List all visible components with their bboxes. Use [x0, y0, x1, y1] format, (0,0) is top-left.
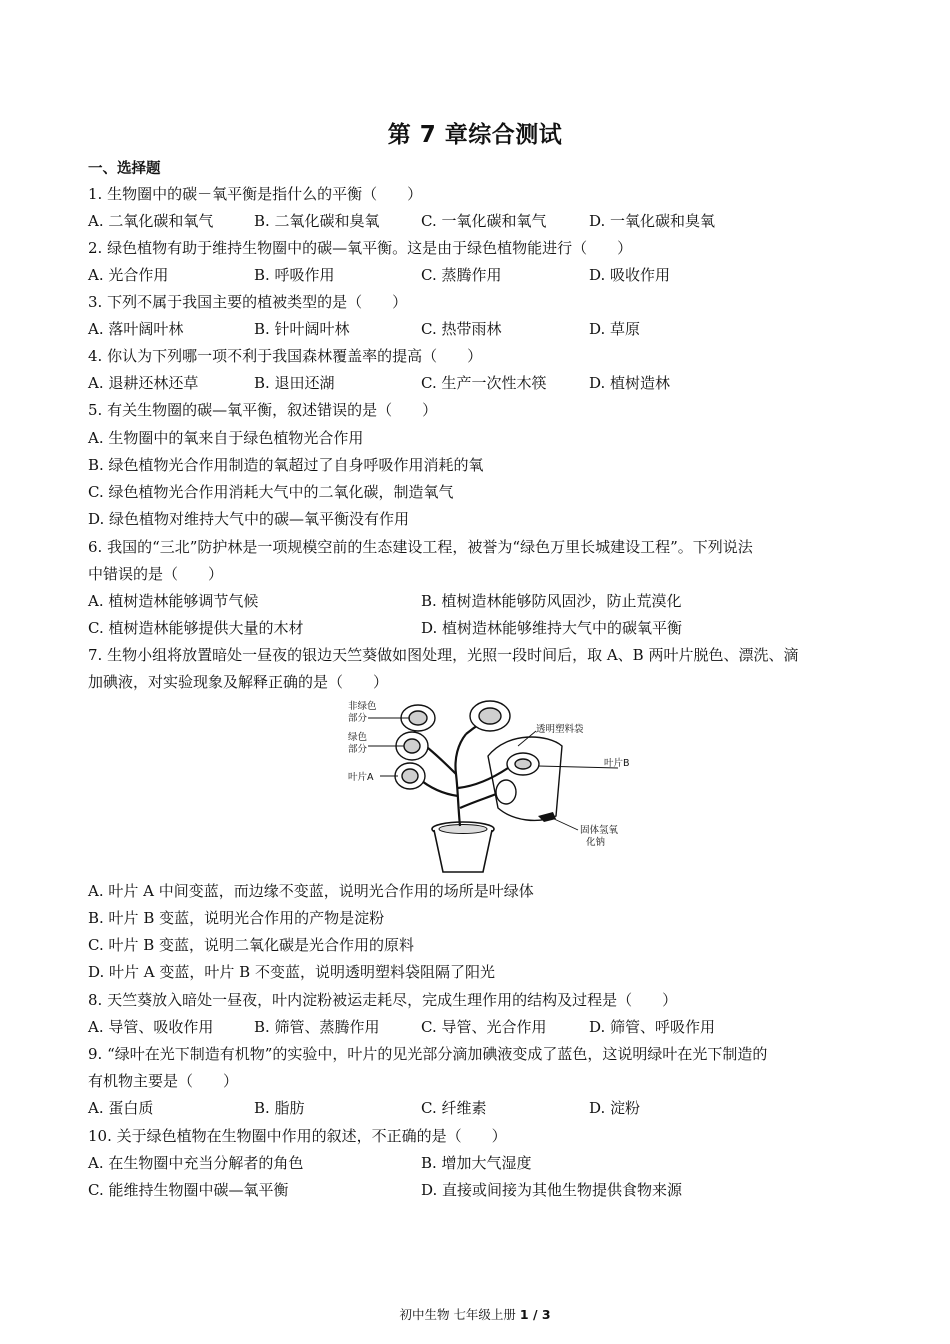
question-10-option-c: C. 能维持生物圈中碳—氧平衡	[88, 1181, 289, 1199]
question-3-option-a: A. 落叶阔叶林	[88, 320, 184, 338]
question-7-stem-line-2: 加碘液，对实验现象及解释正确的是（ ）	[88, 673, 389, 691]
geranium-experiment-figure	[348, 696, 644, 876]
question-8-option-c: C. 导管、光合作用	[421, 1018, 547, 1036]
question-3-option-d: D. 草原	[589, 320, 641, 338]
label-non-green-2: 部分	[348, 713, 368, 724]
question-2-option-c: C. 蒸腾作用	[421, 266, 502, 284]
question-1-stem: 1. 生物圈中的碳－氧平衡是指什么的平衡（ ）	[88, 185, 423, 203]
label-naoh-1: 固体氢氧	[580, 825, 619, 836]
page-footer	[0, 1305, 950, 1323]
question-1-option-b: B. 二氧化碳和臭氧	[254, 212, 380, 230]
label-green-1: 绿色	[348, 732, 368, 743]
question-5-option-b: B. 绿色植物光合作用制造的氧超过了自身呼吸作用消耗的氧	[88, 456, 484, 474]
footer-text: 初中生物 七年级上册	[399, 1307, 520, 1322]
question-10-stem: 10. 关于绿色植物在生物圈中作用的叙述，不正确的是（ ）	[88, 1127, 507, 1145]
question-8-option-a: A. 导管、吸收作用	[88, 1018, 214, 1036]
question-7-option-c: C. 叶片 B 变蓝，说明二氧化碳是光合作用的原料	[88, 936, 415, 954]
page-number: 1 / 3	[519, 1307, 551, 1322]
question-4-stem: 4. 你认为下列哪一项不利于我国森林覆盖率的提高（ ）	[88, 347, 483, 365]
question-4-option-b: B. 退田还湖	[254, 374, 335, 392]
question-9-option-d: D. 淀粉	[589, 1099, 641, 1117]
question-9-stem-line-1: 9. “绿叶在光下制造有机物”的实验中，叶片的见光部分滴加碘液变成了蓝色，这说明绿叶在光下制造的	[88, 1045, 768, 1063]
transparent-plastic-bag	[488, 737, 562, 820]
question-5-option-c: C. 绿色植物光合作用消耗大气中的二氧化碳，制造氧气	[88, 483, 454, 501]
question-6-stem-line-1: 6. 我国的“三北”防护林是一项规模空前的生态建设工程，被誉为“绿色万里长城建设工程”。下列说法	[88, 538, 753, 556]
question-7-option-a: A. 叶片 A 中间变蓝，而边缘不变蓝，说明光合作用的场所是叶绿体	[88, 882, 534, 900]
question-4-option-c: C. 生产一次性木筷	[421, 374, 547, 392]
question-7-option-b: B. 叶片 B 变蓝，说明光合作用的产物是淀粉	[88, 909, 385, 927]
question-6-option-b: B. 植树造林能够防风固沙，防止荒漠化	[421, 592, 682, 610]
question-5-option-a: A. 生物圈中的氧来自于绿色植物光合作用	[88, 429, 364, 447]
label-naoh-2: 化钠	[586, 837, 606, 848]
question-6-option-d: D. 植树造林能够维持大气中的碳氧平衡	[421, 619, 683, 637]
question-10-option-d: D. 直接或间接为其他生物提供食物来源	[421, 1181, 683, 1199]
question-3-option-c: C. 热带雨林	[421, 320, 502, 338]
label-green-2: 部分	[348, 744, 368, 755]
question-1-option-c: C. 一氧化碳和氧气	[421, 212, 547, 230]
question-2-option-a: A. 光合作用	[88, 266, 169, 284]
question-5-stem: 5. 有关生物圈的碳—氧平衡，叙述错误的是（ ）	[88, 401, 438, 419]
question-10-option-b: B. 增加大气湿度	[421, 1154, 532, 1172]
question-2-stem: 2. 绿色植物有助于维持生物圈中的碳—氧平衡。这是由于绿色植物能进行（ ）	[88, 239, 633, 257]
question-7-stem-line-1: 7. 生物小组将放置暗处一昼夜的银边天竺葵做如图处理，光照一段时间后，取 A、B 两叶片脱色、漂洗、滴	[88, 646, 799, 664]
page-title: 第 7 章综合测试	[387, 122, 563, 148]
question-4-option-a: A. 退耕还林还草	[88, 374, 199, 392]
question-1-option-d: D. 一氧化碳和臭氧	[589, 212, 716, 230]
question-9-option-c: C. 纤维素	[421, 1099, 487, 1117]
question-4-option-d: D. 植树造林	[589, 374, 671, 392]
label-plastic-bag: 透明塑料袋	[536, 724, 584, 735]
question-8-stem: 8. 天竺葵放入暗处一昼夜，叶内淀粉被运走耗尽，完成生理作用的结构及过程是（ ）	[88, 991, 678, 1009]
question-7-option-d: D. 叶片 A 变蓝，叶片 B 不变蓝，说明透明塑料袋阻隔了阳光	[88, 963, 495, 981]
label-non-green-1: 非绿色	[348, 701, 377, 712]
question-6-stem-line-2: 中错误的是（ ）	[88, 565, 224, 583]
question-5-option-d: D. 绿色植物对维持大气中的碳—氧平衡没有作用	[88, 510, 410, 528]
plant-stems	[418, 716, 508, 826]
question-8-option-b: B. 筛管、蒸腾作用	[254, 1018, 380, 1036]
question-8-option-d: D. 筛管、呼吸作用	[589, 1018, 716, 1036]
question-3-stem: 3. 下列不属于我国主要的植被类型的是（ ）	[88, 293, 408, 311]
question-6-option-a: A. 植树造林能够调节气候	[88, 592, 259, 610]
question-6-option-c: C. 植树造林能够提供大量的木材	[88, 619, 304, 637]
question-3-option-b: B. 针叶阔叶林	[254, 320, 350, 338]
question-2-option-b: B. 呼吸作用	[254, 266, 335, 284]
geranium-leaves	[395, 701, 539, 804]
question-9-stem-line-2: 有机物主要是（ ）	[88, 1072, 239, 1090]
question-2-option-d: D. 吸收作用	[589, 266, 671, 284]
label-leaf-b: 叶片B	[604, 758, 630, 769]
flower-pot	[432, 822, 494, 872]
question-9-option-b: B. 脂肪	[254, 1099, 305, 1117]
question-10-option-a: A. 在生物圈中充当分解者的角色	[88, 1154, 304, 1172]
question-1-option-a: A. 二氧化碳和氧气	[88, 212, 214, 230]
label-leaf-a: 叶片A	[348, 772, 374, 783]
section-heading: 一、选择题	[88, 161, 161, 177]
question-9-option-a: A. 蛋白质	[88, 1099, 154, 1117]
